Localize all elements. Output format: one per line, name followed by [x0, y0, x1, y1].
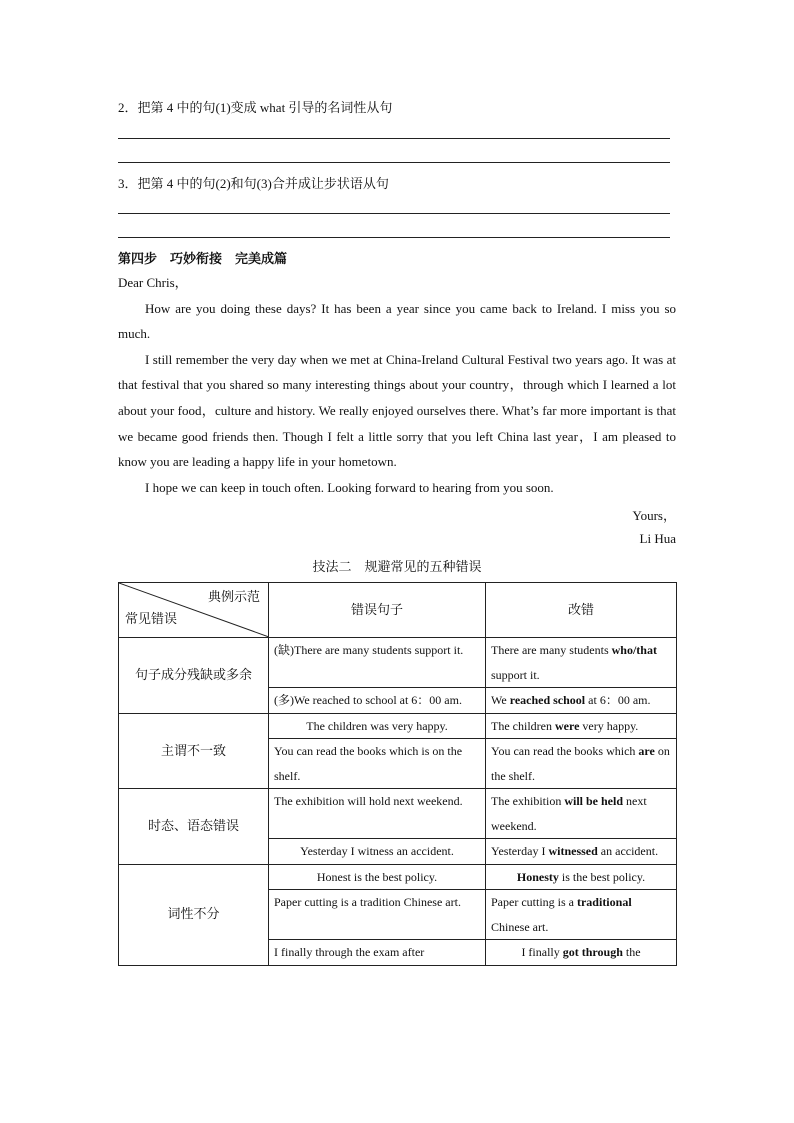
- error-category: 句子成分残缺或多余: [119, 638, 269, 714]
- corrected-sentence: Yesterday I witnessed an accident.: [486, 839, 677, 865]
- header-wrong-sentence: 错误句子: [269, 583, 486, 638]
- letter: [118, 270, 676, 500]
- question-3: 3．把第 4 中的句(2)和句(3)合并成让步状语从句: [118, 176, 389, 191]
- header-error-type-label: 常见错误: [125, 610, 178, 626]
- wrong-sentence: The children was very happy.: [269, 713, 486, 739]
- wrong-sentence: The exhibition will hold next weekend.: [269, 789, 486, 839]
- question-2: 2．把第 4 中的句(1)变成 what 引导的名词性从句: [118, 100, 393, 115]
- error-category: 词性不分: [119, 864, 269, 965]
- letter-paragraph: I hope we can keep in touch often. Looking forward to hearing from you soon.: [145, 479, 554, 495]
- table-header-row: [119, 583, 677, 638]
- answer-line: [118, 138, 670, 139]
- wrong-sentence: Paper cutting is a tradition Chinese art.: [269, 890, 486, 940]
- wrong-sentence: (多)We reached to school at 6：00 am.: [269, 688, 486, 714]
- step-four-heading: 第四步 巧妙衔接 完美成篇: [118, 251, 288, 266]
- letter-signature: Li Hua: [639, 531, 676, 546]
- letter-closing: Yours，: [632, 508, 676, 523]
- wrong-sentence: Yesterday I witness an accident.: [269, 839, 486, 865]
- corrected-sentence: Paper cutting is a traditional Chinese art.: [486, 890, 677, 940]
- table-row: [119, 864, 677, 890]
- corrected-sentence: The children were very happy.: [486, 713, 677, 739]
- letter-paragraph: How are you doing these days? It has been a year since you came back to Ireland. I miss you so much.: [118, 300, 676, 342]
- error-category: 主谓不一致: [119, 713, 269, 789]
- letter-paragraph: I still remember the very day when we met at China-Ireland Cultural Festival two years ago. It was at that festival that you shared so many interesting things about your country，through which I learned a lot about your food，culture and history. We really enjoyed ourselves there. What’s far more important is that we became good friends then. Though I felt a little sorry that you left China last year，I am pleased to know you are leading a happy life in your hometown.: [118, 351, 676, 470]
- table-row: [119, 713, 677, 739]
- corrected-sentence: I finally got through the: [486, 940, 677, 966]
- answer-line: [118, 213, 670, 214]
- answer-line: [118, 237, 670, 238]
- corrected-sentence: We reached school at 6：00 am.: [486, 688, 677, 714]
- wrong-sentence: I finally through the exam after: [269, 940, 486, 966]
- error-category: 时态、语态错误: [119, 789, 269, 865]
- answer-line: [118, 162, 670, 163]
- header-example-label: 典例示范: [207, 589, 260, 604]
- wrong-sentence: (缺)There are many students support it.: [269, 638, 486, 688]
- corrected-sentence: You can read the books which are on the shelf.: [486, 739, 677, 789]
- wrong-sentence: You can read the books which is on the shelf.: [269, 739, 486, 789]
- table-row: [119, 638, 677, 688]
- header-correction: 改错: [486, 583, 677, 638]
- corrected-sentence: Honesty is the best policy.: [486, 864, 677, 890]
- error-table: [118, 582, 677, 966]
- table-row: [119, 789, 677, 839]
- corrected-sentence: The exhibition will be held next weekend.: [486, 789, 677, 839]
- corrected-sentence: There are many students who/that support it.: [486, 638, 677, 688]
- diagonal-header-cell: [119, 583, 269, 638]
- letter-greeting: Dear Chris，: [118, 275, 188, 290]
- wrong-sentence: Honest is the best policy.: [269, 864, 486, 890]
- technique-title: 技法二 规避常见的五种错误: [312, 559, 482, 574]
